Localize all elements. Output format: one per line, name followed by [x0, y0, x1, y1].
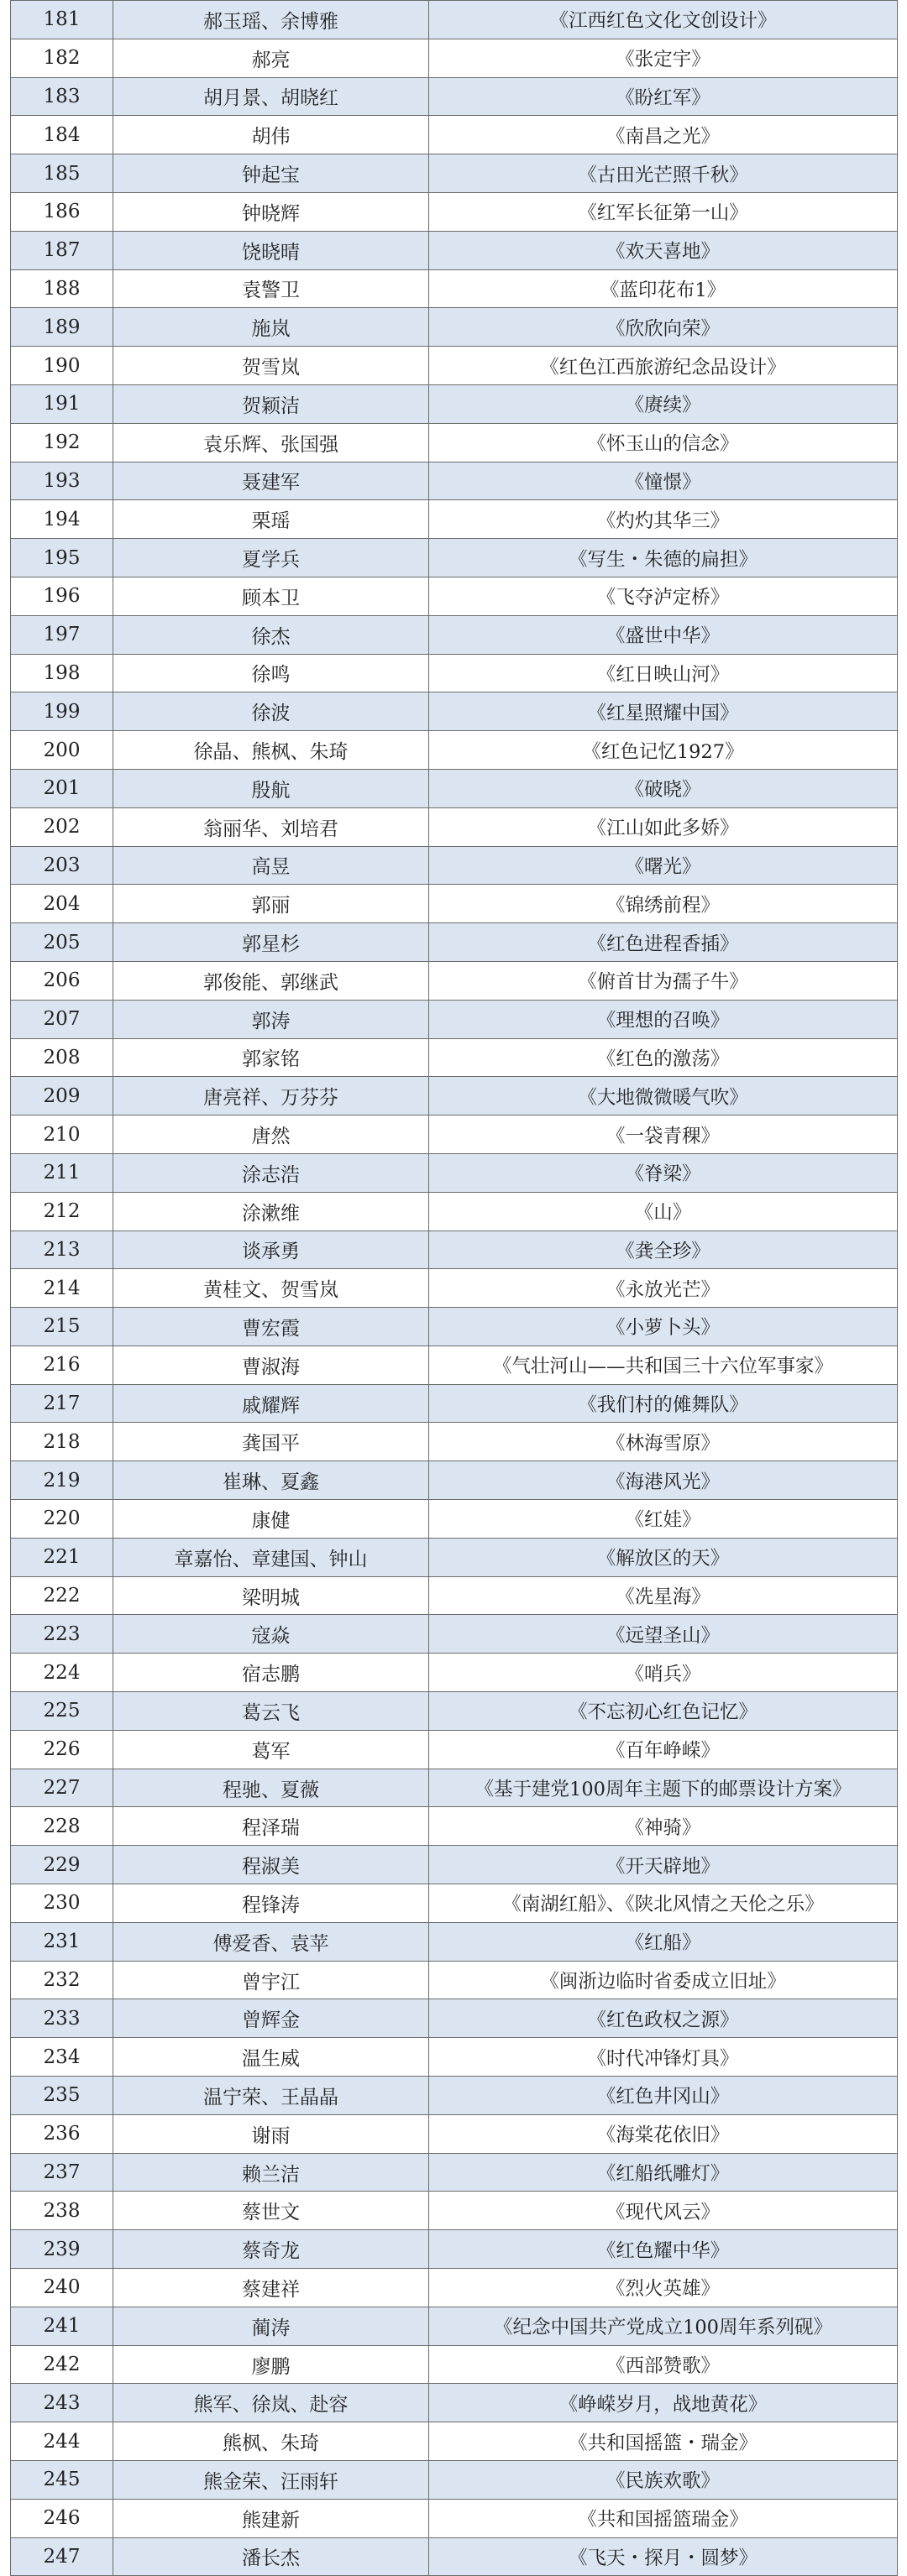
table-row	[11, 731, 898, 770]
table-row	[11, 1769, 898, 1807]
table-row	[11, 1269, 898, 1308]
row-number: 234	[11, 2038, 113, 2077]
row-number: 210	[11, 1116, 113, 1154]
table-row	[11, 923, 898, 962]
work-title-cell: 《永放光芒》	[429, 1269, 898, 1308]
row-number: 212	[11, 1192, 113, 1231]
work-title-cell: 《怀玉山的信念》	[429, 423, 898, 462]
author-cell: 钟起宝	[113, 154, 429, 193]
author-cell: 程淑美	[113, 1846, 429, 1884]
row-number: 236	[11, 2114, 113, 2153]
table-row	[11, 1692, 898, 1731]
work-title-cell: 《红色江西旅游纪念品设计》	[429, 347, 898, 385]
work-title-cell: 《山》	[429, 1192, 898, 1231]
author-cell: 涂漱维	[113, 1192, 429, 1231]
table-row	[11, 1192, 898, 1231]
author-cell: 程泽瑞	[113, 1807, 429, 1846]
work-title-cell: 《红日映山河》	[429, 654, 898, 692]
row-number: 201	[11, 769, 113, 807]
table-row	[11, 2038, 898, 2077]
author-cell: 贺颖洁	[113, 384, 429, 423]
work-title-cell: 《现代风云》	[429, 2192, 898, 2230]
row-number: 245	[11, 2461, 113, 2500]
table-row	[11, 1884, 898, 1923]
author-cell: 谢雨	[113, 2114, 429, 2153]
table-row	[11, 2384, 898, 2422]
work-title-cell: 《时代冲锋灯具》	[429, 2038, 898, 2077]
author-cell: 殷航	[113, 769, 429, 807]
author-cell: 饶晓晴	[113, 231, 429, 269]
table-row	[11, 846, 898, 885]
author-cell: 赖兰洁	[113, 2153, 429, 2192]
work-title-cell: 《红军长征第一山》	[429, 192, 898, 231]
work-title-cell: 《闽浙边临时省委成立旧址》	[429, 1961, 898, 1999]
author-cell: 钟晓辉	[113, 192, 429, 231]
work-title-cell: 《红星照耀中国》	[429, 692, 898, 731]
table-row	[11, 2345, 898, 2384]
row-number: 228	[11, 1807, 113, 1846]
table-row	[11, 1308, 898, 1346]
work-title-cell: 《红色耀中华》	[429, 2230, 898, 2269]
work-title-cell: 《海棠花依旧》	[429, 2114, 898, 2153]
work-title-cell: 《神骑》	[429, 1807, 898, 1846]
row-number: 241	[11, 2307, 113, 2345]
table-row	[11, 2307, 898, 2345]
table-row	[11, 769, 898, 807]
work-title-cell: 《欢天喜地》	[429, 231, 898, 269]
table-row	[11, 1038, 898, 1077]
author-cell: 曾辉金	[113, 1999, 429, 2038]
row-number: 227	[11, 1769, 113, 1807]
work-title-cell: 《古田光芒照千秋》	[429, 154, 898, 193]
table-row	[11, 577, 898, 615]
row-number: 195	[11, 539, 113, 577]
row-number: 226	[11, 1730, 113, 1769]
row-number: 191	[11, 384, 113, 423]
row-number: 183	[11, 77, 113, 116]
row-number: 223	[11, 1615, 113, 1654]
table-row	[11, 500, 898, 539]
work-title-cell: 《大地微微暖气吹》	[429, 1077, 898, 1116]
row-number: 220	[11, 1500, 113, 1539]
author-cell: 梁明城	[113, 1576, 429, 1615]
work-title-cell: 《共和国摇篮瑞金》	[429, 2499, 898, 2537]
work-title-cell: 《百年峥嵘》	[429, 1730, 898, 1769]
row-number: 200	[11, 731, 113, 770]
author-cell: 蔡奇龙	[113, 2230, 429, 2269]
author-cell: 龚国平	[113, 1423, 429, 1461]
row-number: 206	[11, 961, 113, 1000]
row-number: 221	[11, 1538, 113, 1576]
work-title-cell: 《红船纸雕灯》	[429, 2153, 898, 2192]
work-title-cell: 《憧憬》	[429, 462, 898, 500]
row-number: 188	[11, 269, 113, 308]
author-cell: 郭丽	[113, 885, 429, 923]
author-cell: 高昱	[113, 846, 429, 885]
table-row	[11, 2153, 898, 2192]
author-cell: 栗瑶	[113, 500, 429, 539]
author-cell: 熊金荣、汪雨轩	[113, 2461, 429, 2500]
work-title-cell: 《盛世中华》	[429, 615, 898, 654]
work-title-cell: 《冼星海》	[429, 1576, 898, 1615]
work-title-cell: 《民族欢歌》	[429, 2461, 898, 2500]
row-number: 222	[11, 1576, 113, 1615]
table-row	[11, 1654, 898, 1692]
row-number: 217	[11, 1384, 113, 1423]
table-row	[11, 1000, 898, 1038]
work-title-cell: 《飞天・探月・圆梦》	[429, 2537, 898, 2576]
table-row	[11, 269, 898, 308]
row-number: 203	[11, 846, 113, 885]
author-cell: 涂志浩	[113, 1153, 429, 1192]
author-cell: 郭家铭	[113, 1038, 429, 1077]
row-number: 202	[11, 807, 113, 846]
author-cell: 郝玉瑶、余博雅	[113, 1, 429, 39]
row-number: 186	[11, 192, 113, 231]
author-cell: 蔡建祥	[113, 2269, 429, 2307]
work-title-cell: 《海港风光》	[429, 1461, 898, 1500]
row-number: 246	[11, 2499, 113, 2537]
table-row	[11, 2077, 898, 2115]
table-row	[11, 231, 898, 269]
row-number: 187	[11, 231, 113, 269]
author-cell: 黄桂文、贺雪岚	[113, 1269, 429, 1308]
table-row	[11, 192, 898, 231]
work-title-cell: 《红色记忆1927》	[429, 731, 898, 770]
table-row	[11, 2192, 898, 2230]
work-title-cell: 《纪念中国共产党成立100周年系列砚》	[429, 2307, 898, 2345]
row-number: 204	[11, 885, 113, 923]
table-row	[11, 384, 898, 423]
author-cell: 郝亮	[113, 39, 429, 77]
row-number: 196	[11, 577, 113, 615]
table-row	[11, 1730, 898, 1769]
row-number: 185	[11, 154, 113, 193]
work-title-cell: 《共和国摇篮・瑞金》	[429, 2422, 898, 2461]
row-number: 194	[11, 500, 113, 539]
work-title-cell: 《红色政权之源》	[429, 1999, 898, 2038]
row-number: 209	[11, 1077, 113, 1116]
row-number: 184	[11, 116, 113, 154]
work-title-cell: 《基于建党100周年主题下的邮票设计方案》	[429, 1769, 898, 1807]
table-row	[11, 1153, 898, 1192]
work-title-cell: 《欣欣向荣》	[429, 308, 898, 347]
work-title-cell: 《烈火英雄》	[429, 2269, 898, 2307]
table-row	[11, 1116, 898, 1154]
work-title-cell: 《盼红军》	[429, 77, 898, 116]
author-cell: 熊建新	[113, 2499, 429, 2537]
row-number: 247	[11, 2537, 113, 2576]
work-title-cell: 《俯首甘为孺子牛》	[429, 961, 898, 1000]
work-title-cell: 《理想的召唤》	[429, 1000, 898, 1038]
winners-table	[10, 0, 898, 2576]
table-body	[11, 1, 898, 2576]
table-row	[11, 1345, 898, 1384]
table-row	[11, 885, 898, 923]
table-row	[11, 615, 898, 654]
table-row	[11, 2269, 898, 2307]
author-cell: 温生威	[113, 2038, 429, 2077]
table-row	[11, 1538, 898, 1576]
table-row	[11, 1231, 898, 1269]
author-cell: 徐杰	[113, 615, 429, 654]
work-title-cell: 《西部赞歌》	[429, 2345, 898, 2384]
work-title-cell: 《江西红色文化文创设计》	[429, 1, 898, 39]
work-title-cell: 《哨兵》	[429, 1654, 898, 1692]
work-title-cell: 《张定宇》	[429, 39, 898, 77]
table-row	[11, 2422, 898, 2461]
row-number: 207	[11, 1000, 113, 1038]
row-number: 224	[11, 1654, 113, 1692]
table-row	[11, 1922, 898, 1961]
work-title-cell: 《赓续》	[429, 384, 898, 423]
table-row	[11, 347, 898, 385]
row-number: 237	[11, 2153, 113, 2192]
row-number: 243	[11, 2384, 113, 2422]
table-row	[11, 1077, 898, 1116]
author-cell: 顾本卫	[113, 577, 429, 615]
author-cell: 崔琳、夏鑫	[113, 1461, 429, 1500]
row-number: 190	[11, 347, 113, 385]
work-title-cell: 《蓝印花布1》	[429, 269, 898, 308]
table-row	[11, 2461, 898, 2500]
work-title-cell: 《红色井冈山》	[429, 2077, 898, 2115]
author-cell: 傅爱香、袁苹	[113, 1922, 429, 1961]
table-row	[11, 1807, 898, 1846]
author-cell: 徐波	[113, 692, 429, 731]
author-cell: 章嘉怡、章建国、钟山	[113, 1538, 429, 1576]
author-cell: 戚耀辉	[113, 1384, 429, 1423]
table-row	[11, 1576, 898, 1615]
row-number: 214	[11, 1269, 113, 1308]
row-number: 231	[11, 1922, 113, 1961]
work-title-cell: 《红色的激荡》	[429, 1038, 898, 1077]
row-number: 211	[11, 1153, 113, 1192]
table-row	[11, 39, 898, 77]
table-row	[11, 1500, 898, 1539]
table-row	[11, 1423, 898, 1461]
author-cell: 郭俊能、郭继武	[113, 961, 429, 1000]
work-title-cell: 《红船》	[429, 1922, 898, 1961]
row-number: 199	[11, 692, 113, 731]
row-number: 215	[11, 1308, 113, 1346]
table-row	[11, 1461, 898, 1500]
author-cell: 曹宏霞	[113, 1308, 429, 1346]
work-title-cell: 《曙光》	[429, 846, 898, 885]
author-cell: 施岚	[113, 308, 429, 347]
author-cell: 唐亮祥、万芬芬	[113, 1077, 429, 1116]
author-cell: 熊枫、朱琦	[113, 2422, 429, 2461]
author-cell: 徐晶、熊枫、朱琦	[113, 731, 429, 770]
table-row	[11, 77, 898, 116]
author-cell: 胡伟	[113, 116, 429, 154]
work-title-cell: 《写生・朱德的扁担》	[429, 539, 898, 577]
work-title-cell: 《红娃》	[429, 1500, 898, 1539]
row-number: 208	[11, 1038, 113, 1077]
table-row	[11, 2230, 898, 2269]
row-number: 197	[11, 615, 113, 654]
table-row	[11, 1, 898, 39]
row-number: 216	[11, 1345, 113, 1384]
work-title-cell: 《峥嵘岁月，战地黄花》	[429, 2384, 898, 2422]
table-row	[11, 692, 898, 731]
work-title-cell: 《锦绣前程》	[429, 885, 898, 923]
row-number: 229	[11, 1846, 113, 1884]
author-cell: 葛云飞	[113, 1692, 429, 1731]
author-cell: 曾宇江	[113, 1961, 429, 1999]
author-cell: 宿志鹏	[113, 1654, 429, 1692]
table-row	[11, 654, 898, 692]
work-title-cell: 《脊梁》	[429, 1153, 898, 1192]
row-number: 244	[11, 2422, 113, 2461]
table-row	[11, 423, 898, 462]
table-row	[11, 2114, 898, 2153]
work-title-cell: 《南昌之光》	[429, 116, 898, 154]
author-cell: 蔡世文	[113, 2192, 429, 2230]
author-cell: 程驰、夏薇	[113, 1769, 429, 1807]
author-cell: 曹淑海	[113, 1345, 429, 1384]
author-cell: 葛军	[113, 1730, 429, 1769]
work-title-cell: 《破晓》	[429, 769, 898, 807]
table-row	[11, 1384, 898, 1423]
author-cell: 翁丽华、刘培君	[113, 807, 429, 846]
author-cell: 郭涛	[113, 1000, 429, 1038]
author-cell: 郭星杉	[113, 923, 429, 962]
author-cell: 夏学兵	[113, 539, 429, 577]
table-row	[11, 961, 898, 1000]
row-number: 233	[11, 1999, 113, 2038]
author-cell: 熊军、徐岚、赴容	[113, 2384, 429, 2422]
row-number: 192	[11, 423, 113, 462]
row-number: 205	[11, 923, 113, 962]
author-cell: 程锋涛	[113, 1884, 429, 1923]
table-row	[11, 2499, 898, 2537]
author-cell: 胡月景、胡晓红	[113, 77, 429, 116]
row-number: 213	[11, 1231, 113, 1269]
table-row	[11, 1999, 898, 2038]
author-cell: 聂建军	[113, 462, 429, 500]
work-title-cell: 《开天辟地》	[429, 1846, 898, 1884]
row-number: 232	[11, 1961, 113, 1999]
work-title-cell: 《小萝卜头》	[429, 1308, 898, 1346]
row-number: 218	[11, 1423, 113, 1461]
row-number: 235	[11, 2077, 113, 2115]
row-number: 225	[11, 1692, 113, 1731]
work-title-cell: 《远望圣山》	[429, 1615, 898, 1654]
row-number: 189	[11, 308, 113, 347]
work-title-cell: 《龚全珍》	[429, 1231, 898, 1269]
table-row	[11, 1846, 898, 1884]
author-cell: 袁乐辉、张国强	[113, 423, 429, 462]
table-row	[11, 539, 898, 577]
author-cell: 袁警卫	[113, 269, 429, 308]
table-row	[11, 308, 898, 347]
work-title-cell: 《气壮河山——共和国三十六位军事家》	[429, 1345, 898, 1384]
author-cell: 康健	[113, 1500, 429, 1539]
row-number: 198	[11, 654, 113, 692]
author-cell: 谈承勇	[113, 1231, 429, 1269]
row-number: 219	[11, 1461, 113, 1500]
work-title-cell: 《林海雪原》	[429, 1423, 898, 1461]
work-title-cell: 《一袋青稞》	[429, 1116, 898, 1154]
table-row	[11, 1615, 898, 1654]
row-number: 182	[11, 39, 113, 77]
author-cell: 蔺涛	[113, 2307, 429, 2345]
row-number: 230	[11, 1884, 113, 1923]
work-title-cell: 《红色进程香插》	[429, 923, 898, 962]
table-row	[11, 462, 898, 500]
table-row	[11, 1961, 898, 1999]
table-row	[11, 116, 898, 154]
row-number: 238	[11, 2192, 113, 2230]
table-row	[11, 807, 898, 846]
work-title-cell: 《飞夺泸定桥》	[429, 577, 898, 615]
row-number: 181	[11, 1, 113, 39]
author-cell: 潘长杰	[113, 2537, 429, 2576]
row-number: 239	[11, 2230, 113, 2269]
row-number: 242	[11, 2345, 113, 2384]
table-row	[11, 154, 898, 193]
work-title-cell: 《江山如此多娇》	[429, 807, 898, 846]
author-cell: 廖鹏	[113, 2345, 429, 2384]
author-cell: 寇焱	[113, 1615, 429, 1654]
row-number: 193	[11, 462, 113, 500]
author-cell: 温宁荣、王晶晶	[113, 2077, 429, 2115]
row-number: 240	[11, 2269, 113, 2307]
author-cell: 徐鸣	[113, 654, 429, 692]
author-cell: 贺雪岚	[113, 347, 429, 385]
work-title-cell: 《灼灼其华三》	[429, 500, 898, 539]
work-title-cell: 《不忘初心红色记忆》	[429, 1692, 898, 1731]
author-cell: 唐然	[113, 1116, 429, 1154]
work-title-cell: 《我们村的傩舞队》	[429, 1384, 898, 1423]
work-title-cell: 《解放区的天》	[429, 1538, 898, 1576]
work-title-cell: 《南湖红船》、《陕北风情之天伦之乐》	[429, 1884, 898, 1923]
